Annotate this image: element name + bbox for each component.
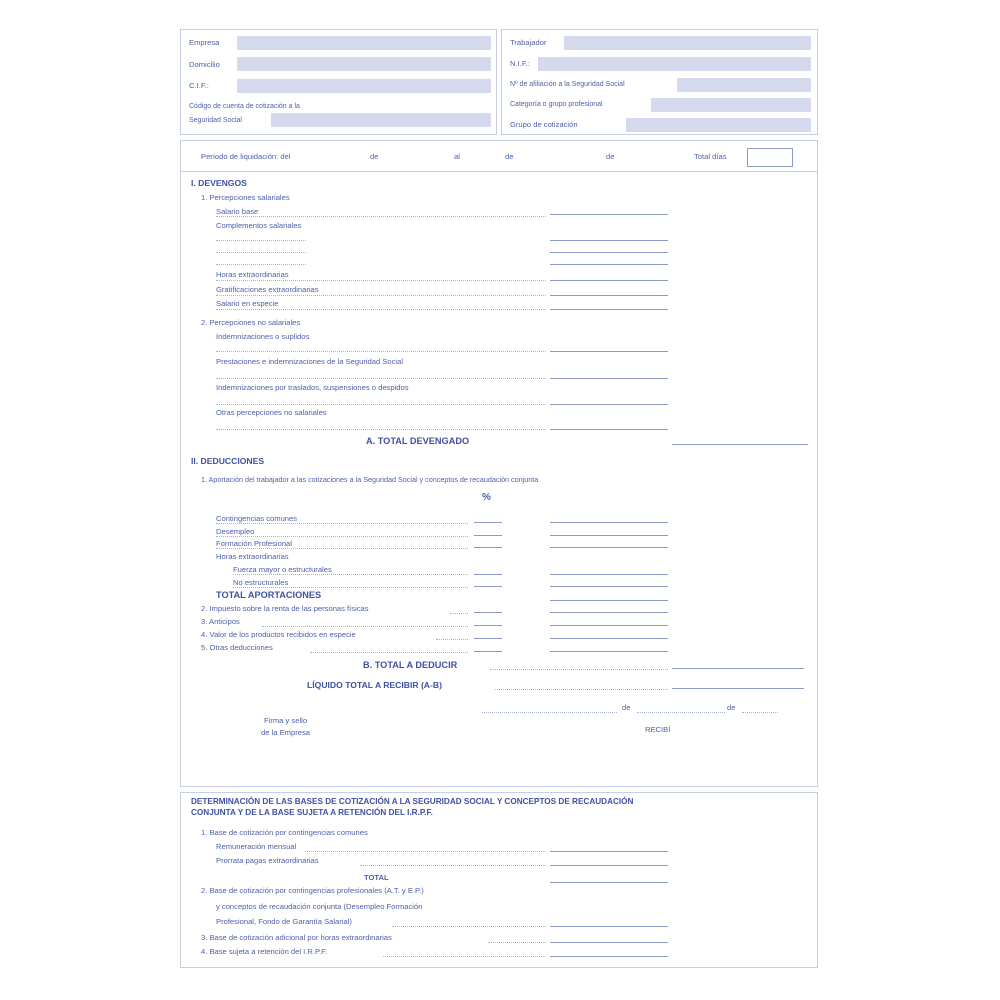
codigo-cuenta-label-2: Seguridad Social — [189, 117, 242, 124]
total-deducir-label: B. TOTAL A DEDUCIR — [363, 660, 458, 670]
productos-especie-label: 4. Valor de los productos recibidos en especie — [201, 630, 356, 639]
codigo-cuenta-field[interactable] — [271, 113, 491, 127]
horas-extra-amount[interactable] — [550, 280, 668, 281]
horas-extra-label: Horas extraordinarias — [216, 270, 289, 279]
formacion-label: Formación Profesional — [216, 539, 292, 548]
bases-item-2-line-2: y conceptos de recaudación conjunta (Desempleo Formación — [216, 902, 423, 911]
categoria-label: Categoría o grupo profesional — [510, 101, 603, 108]
trabajador-field[interactable] — [564, 36, 811, 50]
salario-especie-label: Salario en especie — [216, 299, 279, 308]
total-dias-input[interactable] — [747, 148, 793, 167]
anticipos-amount[interactable] — [550, 625, 668, 626]
fuerza-mayor-label: Fuerza mayor o estructurales — [233, 565, 332, 574]
indemnizaciones-traslados-dots — [216, 404, 546, 405]
prestaciones-amount[interactable] — [550, 378, 668, 379]
percepciones-salariales-label: 1. Percepciones salariales — [201, 193, 290, 202]
firma-de-2: de — [727, 703, 736, 712]
contingencias-label: Contingencias comunes — [216, 514, 298, 523]
bases-item-1: 1. Base de cotización por contingencias comunes — [201, 828, 368, 837]
bases-item-3: 3. Base de cotización adicional por horas extraordinarias — [201, 933, 392, 942]
bases-item-3-amount[interactable] — [550, 942, 668, 943]
complemento-amount-2[interactable] — [550, 252, 668, 253]
total-devengado-label: A. TOTAL DEVENGADO — [366, 436, 470, 446]
indemnizaciones-suplidos-dots — [216, 351, 546, 352]
domicilio-label: Domicilio — [189, 60, 220, 69]
no-estructurales-amount[interactable] — [550, 586, 668, 587]
periodo-al: al — [454, 152, 460, 161]
total-deducir-dots — [490, 669, 668, 670]
bases-item-4: 4. Base sujeta a retención del I.R.P.F. — [201, 947, 328, 956]
desempleo-label: Desempleo — [216, 527, 255, 536]
bases-title-1: DETERMINACIÓN DE LAS BASES DE COTIZACIÓN A LA SEGURIDAD SOCIAL Y CONCEPTOS DE RECAUDACIÓN — [191, 797, 634, 806]
salario-base-label: Salario base — [216, 207, 259, 216]
anticipos-percent[interactable] — [474, 625, 502, 626]
fecha-mes-line[interactable] — [637, 712, 725, 713]
trabajador-label: Trabajador — [510, 38, 547, 47]
irpf-amount[interactable] — [550, 612, 668, 613]
indemnizaciones-traslados-amount[interactable] — [550, 404, 668, 405]
bases-item-2-amount[interactable] — [550, 926, 668, 927]
total-devengado-amount[interactable] — [672, 444, 808, 445]
otras-deducciones-amount[interactable] — [550, 651, 668, 652]
otras-percepciones-label: Otras percepciones no salariales — [216, 408, 327, 417]
bases-item-4-amount[interactable] — [550, 956, 668, 957]
indemnizaciones-traslados-label: Indemnizaciones por traslados, suspensiones o despidos — [216, 383, 409, 392]
nif-label: N.I.F.: — [510, 59, 530, 68]
periodo-de-3: de — [606, 152, 615, 161]
cif-field[interactable] — [237, 79, 491, 93]
grupo-field[interactable] — [626, 118, 811, 132]
complemento-amount-1[interactable] — [550, 240, 668, 241]
empresa-label: Empresa — [189, 38, 220, 47]
nif-field[interactable] — [538, 57, 811, 71]
contingencias-percent[interactable] — [474, 522, 502, 523]
bases-item-2-line-1: 2. Base de cotización por contingencias profesionales (A.T. y E.P.) — [201, 886, 424, 895]
gratificaciones-label: Gratificaciones extraordinarias — [216, 285, 319, 294]
complementos-label: Complementos salariales — [216, 221, 302, 230]
cif-label: C.I.F.: — [189, 81, 209, 90]
productos-especie-amount[interactable] — [550, 638, 668, 639]
no-estructurales-dots — [233, 587, 468, 588]
salario-base-dots — [216, 216, 546, 217]
irpf-percent[interactable] — [474, 612, 502, 613]
contingencias-amount[interactable] — [550, 522, 668, 523]
codigo-cuenta-label-1: Código de cuenta de cotización a la — [189, 103, 300, 110]
fecha-lugar-line[interactable] — [482, 712, 617, 713]
bases-item-3-dots — [488, 942, 546, 943]
no-estructurales-label: No estructurales — [233, 578, 289, 587]
domicilio-field[interactable] — [237, 57, 491, 71]
bases-title-2: CONJUNTA Y DE LA BASE SUJETA A RETENCIÓN DEL I.R.P.F. — [191, 808, 433, 817]
bases-item-2-line-3: Profesional, Fondo de Garantía Salarial) — [216, 917, 352, 926]
periodo-de-2: de — [505, 152, 514, 161]
otras-deducciones-label: 5. Otras deducciones — [201, 643, 273, 652]
gratificaciones-amount[interactable] — [550, 295, 668, 296]
periodo-divider — [181, 171, 817, 172]
anticipos-label: 3. Anticipos — [201, 617, 240, 626]
indemnizaciones-suplidos-label: Indemnizaciones o suplidos — [216, 332, 310, 341]
productos-especie-dots — [436, 639, 468, 640]
fuerza-mayor-amount[interactable] — [550, 574, 668, 575]
gratificaciones-dots — [216, 295, 546, 296]
liquido-total-dots — [495, 689, 668, 690]
remuneracion-dots — [305, 851, 546, 852]
horas-extra-dots — [216, 280, 546, 281]
aportacion-label: 1. Aportación del trabajador a las cotizaciones a la Seguridad Social y conceptos de recaudación conjunta — [201, 475, 539, 484]
irpf-dots — [450, 613, 468, 614]
fecha-anio-line[interactable] — [742, 712, 778, 713]
percent-header: % — [482, 492, 491, 503]
salario-especie-amount[interactable] — [550, 309, 668, 310]
recibi-label: RECIBÍ — [645, 725, 671, 734]
total-aportaciones-amount[interactable] — [550, 600, 668, 601]
desempleo-amount[interactable] — [550, 535, 668, 536]
horas-extraordinarias-label: Horas extraordinarias — [216, 552, 289, 561]
total-dias-label: Total días — [694, 152, 727, 161]
otras-percepciones-amount[interactable] — [550, 429, 668, 430]
otras-deducciones-percent[interactable] — [474, 651, 502, 652]
bases-total-label: TOTAL — [364, 873, 389, 882]
salario-base-amount[interactable] — [550, 214, 668, 215]
grupo-label: Grupo de cotización — [510, 120, 578, 129]
periodo-label: Período de liquidación: del — [201, 152, 291, 161]
desempleo-percent[interactable] — [474, 535, 502, 536]
otras-deducciones-dots — [310, 652, 468, 653]
bases-item-4-dots — [383, 956, 546, 957]
liquido-total-label: LÍQUIDO TOTAL A RECIBIR (A-B) — [307, 680, 442, 690]
otras-percepciones-dots — [216, 429, 546, 430]
bases-item-2-dots — [392, 926, 546, 927]
afiliacion-label: Nº de afiliación a la Seguridad Social — [510, 81, 625, 88]
salario-especie-dots — [216, 309, 546, 310]
prorrata-label: Prorrata pagas extraordinarias — [216, 856, 319, 865]
firma-sello-label-2: de la Empresa — [261, 728, 310, 737]
no-estructurales-percent[interactable] — [474, 586, 502, 587]
total-aportaciones-label: TOTAL APORTACIONES — [216, 590, 322, 600]
productos-especie-percent[interactable] — [474, 638, 502, 639]
desempleo-dots — [216, 536, 468, 537]
irpf-label: 2. Impuesto sobre la renta de las personas físicas — [201, 604, 369, 613]
firma-de-1: de — [622, 703, 631, 712]
total-deducir-amount[interactable] — [672, 668, 804, 669]
liquido-total-amount[interactable] — [672, 688, 804, 689]
indemnizaciones-suplidos-amount[interactable] — [550, 351, 668, 352]
afiliacion-field[interactable] — [677, 78, 811, 92]
complemento-line-2[interactable] — [216, 252, 306, 253]
complemento-line-3[interactable] — [216, 264, 306, 265]
complemento-line-1[interactable] — [216, 240, 306, 241]
formacion-amount[interactable] — [550, 547, 668, 548]
prestaciones-dots — [216, 378, 546, 379]
anticipos-dots — [262, 626, 468, 627]
prorrata-dots — [360, 865, 546, 866]
deducciones-title: II. DEDUCCIONES — [191, 456, 265, 466]
bases-total-amount[interactable] — [550, 882, 668, 883]
periodo-de-1: de — [370, 152, 379, 161]
categoria-field[interactable] — [651, 98, 811, 112]
empresa-field[interactable] — [237, 36, 491, 50]
remuneracion-amount[interactable] — [550, 851, 668, 852]
complemento-amount-3[interactable] — [550, 264, 668, 265]
contingencias-dots — [216, 523, 468, 524]
formacion-dots — [216, 548, 468, 549]
prorrata-amount[interactable] — [550, 865, 668, 866]
fuerza-mayor-percent[interactable] — [474, 574, 502, 575]
firma-sello-label-1: Firma y sello — [264, 716, 308, 725]
prestaciones-label: Prestaciones e indemnizaciones de la Seguridad Social — [216, 357, 404, 366]
formacion-percent[interactable] — [474, 547, 502, 548]
percepciones-no-salariales-label: 2. Percepciones no salariales — [201, 318, 301, 327]
devengos-title: I. DEVENGOS — [191, 178, 247, 188]
fuerza-mayor-dots — [233, 574, 468, 575]
remuneracion-label: Remuneración mensual — [216, 842, 297, 851]
